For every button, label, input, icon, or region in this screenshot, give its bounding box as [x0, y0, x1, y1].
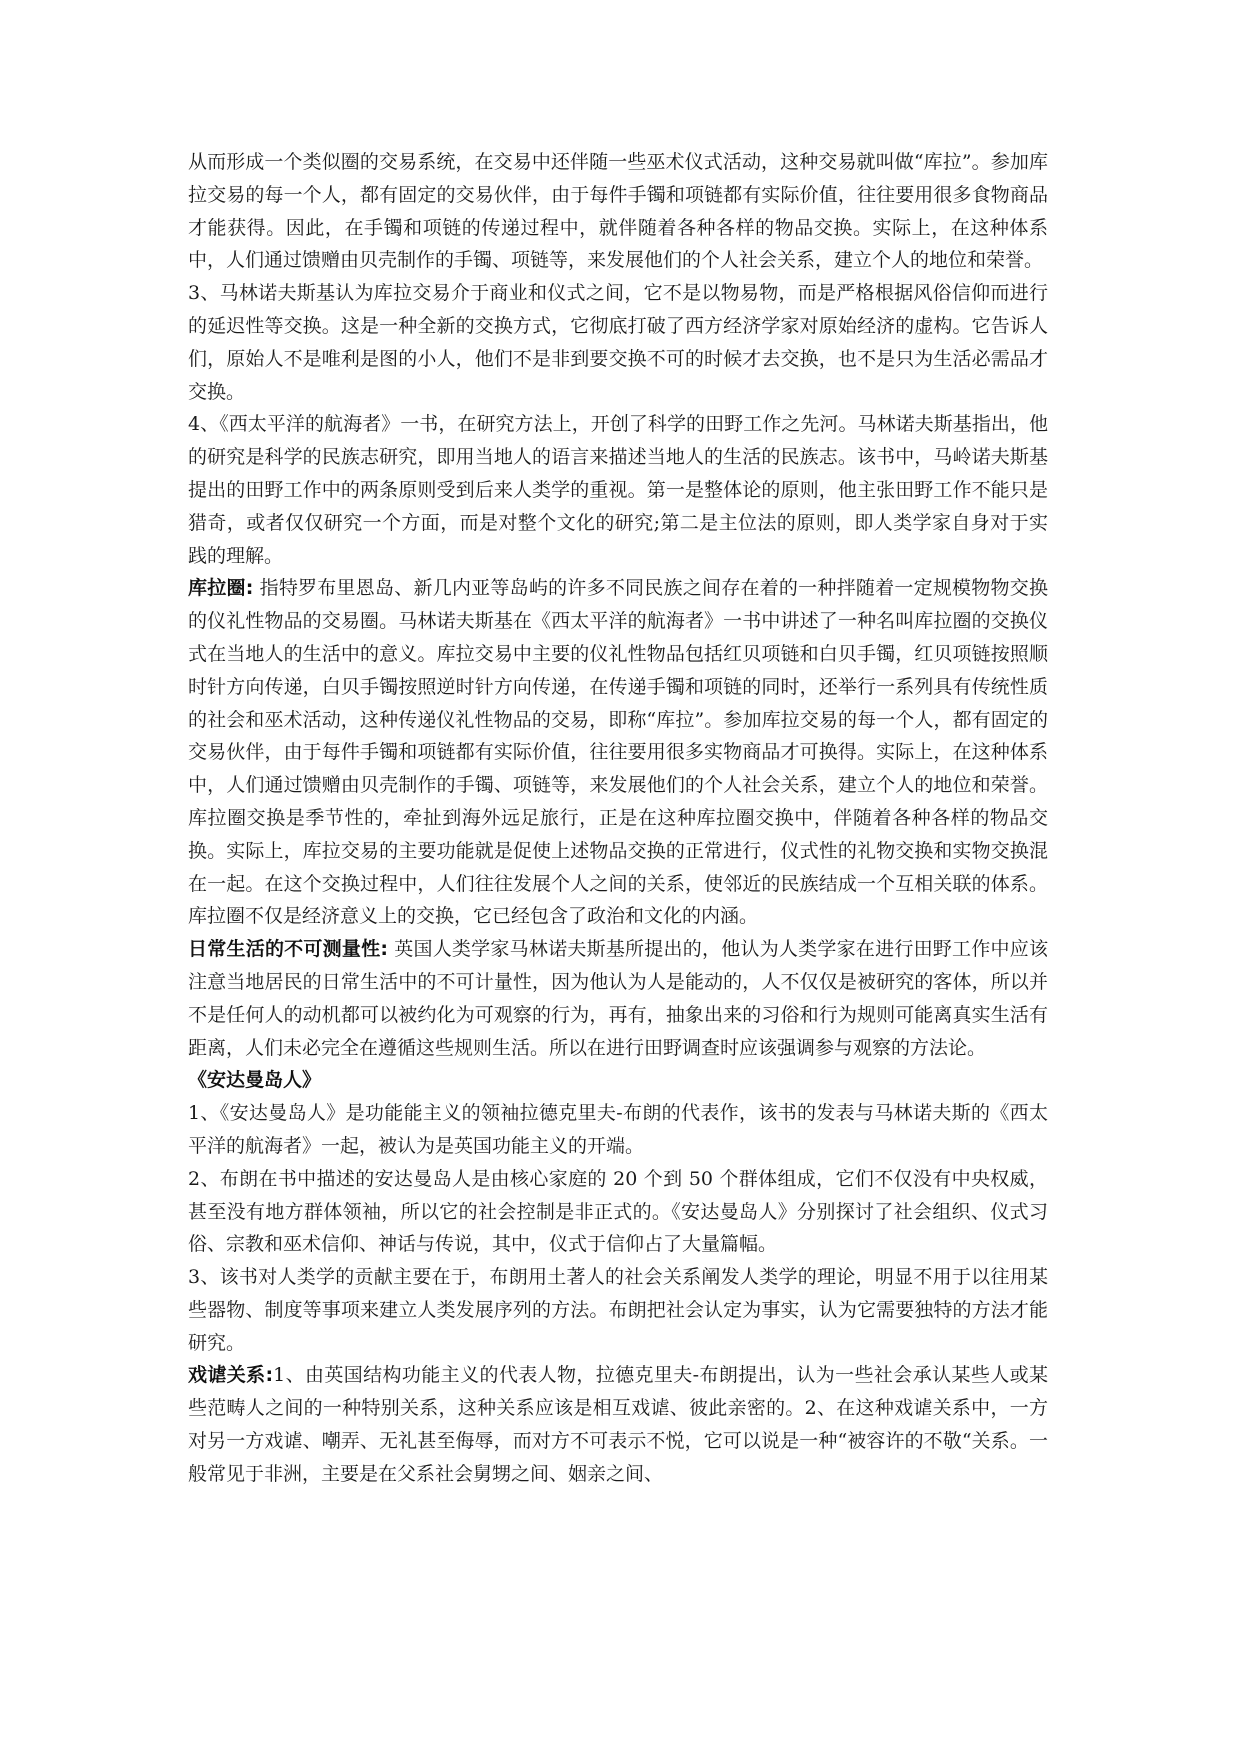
- paragraph-item-3: 3、马林诺夫斯基认为库拉交易介于商业和仪式之间，它不是以物易物，而是严格根据风俗信仰而进行的延迟性等交换。这是一种全新的交换方式，它彻底打破了西方经济学家对原始经济的虚构。它告诉人们，原始人不是唯利是图的小人，他们不是非到要交换不可的时候才去交换，也不是只为生活必需品才交换。: [188, 282, 1048, 403]
- paragraph-imponderabilia: [188, 933, 1048, 1064]
- paragraph-kula-ring: [188, 572, 1048, 933]
- term-imponderabilia: 日常生活的不可测量性:: [188, 938, 388, 961]
- paragraph-item-4: 4、《西太平洋的航海者》一书，在研究方法上，开创了科学的田野工作之先河。马林诺夫斯基指出，他的研究是科学的民族志研究，即用当地人的语言来描述当地人的生活的民族志。该书中，马岭诺夫斯基提出的田野工作中的两条原则受到后来人类学的重视。第一是整体论的原则，他主张田野工作不能只是猎奇，或者仅仅研究一个方面，而是对整个文化的研究;第二是主位法的原则，即人类学家自身对于实践的理解。: [188, 413, 1048, 567]
- definition-kula-ring: 指特罗布里恩岛、新几内亚等岛屿的许多不同民族之间存在着的一种拌随着一定规模物物交换的仪礼性物品的交易圈。马林诺夫斯基在《西太平洋的航海者》一书中讲述了一种名叫库拉圈的交换仪式在当地人的生活中的意义。库拉交易中主要的仪礼性物品包括红贝项链和白贝手镯，红贝项链按照顺时针方向传递，白贝手镯按照逆时针方向传递，在传递手镯和项链的同时，还举行一系列具有传统性质的社会和巫术活动，这种传递仪礼性物品的交易，即称“库拉”。参加库拉交易的每一个人，都有固定的交易伙伴，由于每件手镯和项链都有实际价值，往往要用很多实物商品才可换得。实际上，在这种体系中，人们通过馈赠由贝壳制作的手镯、项链等，来发展他们的个人社会关系，建立个人的地位和荣誉。库拉圈交换是季节性的，牵扯到海外远足旅行，正是在这种库拉圈交换中，伴随着各种各样的物品交换。实际上，库拉交易的主要功能就是促使上述物品交换的正常进行，仪式性的礼物交换和实物交换混在一起。在这个交换过程中，人们往往发展个人之间的关系，使邻近的民族结成一个互相关联的体系。库拉圈不仅是经济意义上的交换，它已经包含了政治和文化的内涵。: [188, 577, 1048, 928]
- document-body: [188, 146, 1048, 1491]
- paragraph-joking-relationship: [188, 1359, 1048, 1490]
- section-heading-andaman: 《安达曼岛人》: [188, 1069, 322, 1092]
- term-kula-ring: 库拉圈:: [188, 577, 254, 600]
- definition-imponderabilia: 英国人类学家马林诺夫斯基所提出的，他认为人类学家在进行田野工作中应该注意当地居民的日常生活中的不可计量性，因为他认为人是能动的，人不仅仅是被研究的客体，所以并不是任何人的动机都可以被约化为可观察的行为，再有，抽象出来的习俗和行为规则可能离真实生活有距离，人们未必完全在遵循这些规则生活。所以在进行田野调查时应该强调参与观察的方法论。: [188, 938, 1048, 1059]
- definition-joking-relationship: 1、由英国结构功能主义的代表人物，拉德克里夫-布朗提出，认为一些社会承认某些人或某些范畴人之间的一种特别关系，这种关系应该是相互戏谑、彼此亲密的。2、在这种戏谑关系中，一方对另一方戏谑、嘲弄、无礼甚至侮辱，而对方不可表示不悦，它可以说是一种“被容许的不敬“关系。一般常见于非洲，主要是在父系社会舅甥之间、姻亲之间、: [188, 1364, 1048, 1485]
- paragraph-andaman-3: 3、该书对人类学的贡献主要在于，布朗用土著人的社会关系阐发人类学的理论，明显不用于以往用某些器物、制度等事项来建立人类发展序列的方法。布朗把社会认定为事实，认为它需要独特的方法才能研究。: [188, 1266, 1048, 1354]
- paragraph-andaman-2: 2、布朗在书中描述的安达曼岛人是由核心家庭的 20 个到 50 个群体组成，它们不仅没有中央权威，甚至没有地方群体领袖，所以它的社会控制是非正式的。《安达曼岛人》分别探讨了社会组织、仪式习俗、宗教和巫术信仰、神话与传说，其中，仪式于信仰占了大量篇幅。: [188, 1167, 1048, 1256]
- term-joking-relationship: 戏谑关系:: [188, 1364, 274, 1387]
- paragraph-andaman-1: 1、《安达曼岛人》是功能能主义的领袖拉德克里夫-布朗的代表作，该书的发表与马林诺夫斯的《西太平洋的航海者》一起，被认为是英国功能主义的开端。: [188, 1102, 1048, 1157]
- paragraph-continuation: 从而形成一个类似圈的交易系统，在交易中还伴随一些巫术仪式活动，这种交易就叫做“库拉”。参加库拉交易的每一个人，都有固定的交易伙伴，由于每件手镯和项链都有实际价值，往往要用很多食物商品才能获得。因此，在手镯和项链的传递过程中，就伴随着各种各样的物品交换。实际上，在这种体系中，人们通过馈赠由贝壳制作的手镯、项链等，来发展他们的个人社会关系，建立个人的地位和荣誉。: [188, 151, 1048, 272]
